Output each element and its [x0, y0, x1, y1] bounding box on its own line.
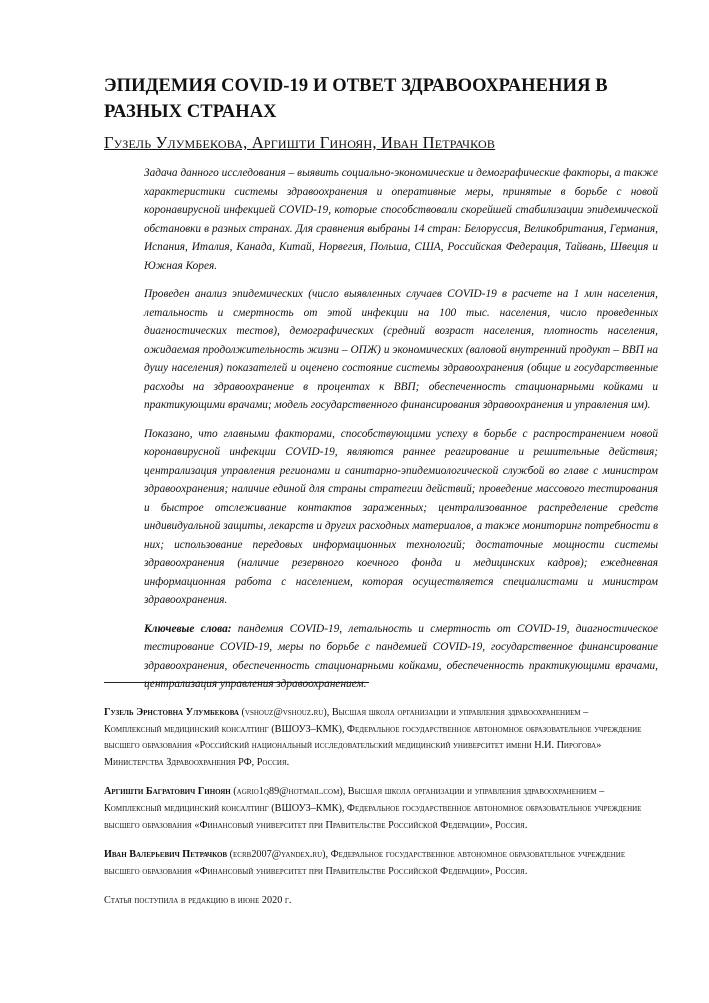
abstract-paragraph: Проведен анализ эпидемических (число выявленных случаев COVID-19 в расчете на 1 млн населения, летальность и смертность от этой инфекции на 100 тыс. населения, число проведенных диагностических тестов), демографических (средний возраст населения, плотность населения, ожидаемая продолжительность жизни – ОПЖ) и экономических (валовой внутренний продукт – ВВП на душу населения) показателей и оценено состояние системы здравоохранения (общие и государственные расходы на здравоохранение в процентах к ВВП; обеспеченность стационарными койками и практикующими врачами; модель государственного финансирования здравоохранения и управления им). [144, 288, 658, 411]
keywords-label: Ключевые слова: [144, 622, 232, 635]
footnote-divider [104, 682, 369, 683]
author-name: Гузель Эрнстовна Улумбекова [104, 707, 239, 718]
keywords-text: пандемия COVID-19, летальность и смертность от COVID-19, диагностическое тестирование COVID-19, меры по борьбе с пандемией COVID-19, государственное финансирование здравоохранения, обеспеченность стационарными койками, обеспеченность практикующими врачами, централизация управления здравоохранением. [144, 622, 658, 690]
abstract-paragraph: Показано, что главными факторами, способствующими успеху в борьбе с распространением новой коронавирусной инфекции COVID-19, являются раннее реагирование и решительные действия; централизация управления регионами и санитарно-эпидемиологической службой во главе с министром здравоохранения; наличие единой для страны стратегии действий; проведение массового тестирования и быстрое отслеживание контактов зараженных; централизованное распределение средств индивидуальной защиты, лекарств и других расходных материалов, а также мониторинг потребности в них; использование передовых информационных технологий; достаточные мощности системы здравоохранения (наличие резервного коечного фонда и медицинских кадров); ежедневная информационная работа с населением, которая осуществляется специалистами и министром здравоохранения. [144, 427, 658, 606]
author-affiliation: (vshouz@vshouz.ru), Высшая школа организации и управления здравоохранением – Комплексный медицинский консалтинг (ВШОУЗ–КМК), Федеральное государственное автономное образовательное учреждение высшего образования «Российский национальный исследовательский медицинский университет имени Н.И. Пирогова» Министерства Здравоохранения РФ, Россия. [104, 707, 642, 768]
article-title: ЭПИДЕМИЯ COVID-19 И ОТВЕТ ЗДРАВООХРАНЕНИЯ В РАЗНЫХ СТРАНАХ [104, 76, 608, 122]
author-footnotes [104, 705, 644, 923]
author-footnote [104, 784, 644, 834]
author-footnote [104, 847, 644, 880]
abstract-paragraph: Задача данного исследования – выявить социально-экономические и демографические факторы, а также характеристики системы здравоохранения и оперативные меры, принятые в борьбе с новой коронавирусной инфекцией COVID-19, которые способствовали скорейшей стабилизации эпидемической обстановки в разных странах. Для сравнения выбраны 14 стран: Белоруссия, Великобритания, Германия, Испания, Италия, Канада, Китай, Норвегия, Польша, США, Российская Федерация, Тайвань, Швеция и Южная Корея. [144, 167, 658, 272]
author-name: Иван Валерьевич Петрачков [104, 849, 228, 861]
article-authors[interactable]: Гузель Улумбекова, Аргишти Гиноян, Иван Петрачков [104, 133, 496, 152]
author-footnote [104, 705, 644, 771]
received-date: Статья поступила в редакцию в июне 2020 г. [104, 895, 292, 907]
abstract [144, 164, 658, 704]
author-affiliation: (agrio1q89@hotmail.com), Высшая школа организации и управления здравоохранением – Комплексный медицинский консалтинг (ВШОУЗ–КМК), Федеральное государственное автономное образовательное учреждение высшего образования «Финансовый университет при Правительстве Российской Федерации», Россия. [104, 786, 642, 831]
author-affiliation: (ecrb2007@yandex.ru), Федеральное государственное автономное образовательное учреждение высшего образования «Финансовый университет при Правительстве Российской Федерации», Россия. [104, 849, 626, 877]
author-name: Аргишти Багратович Гиноян [104, 786, 231, 798]
